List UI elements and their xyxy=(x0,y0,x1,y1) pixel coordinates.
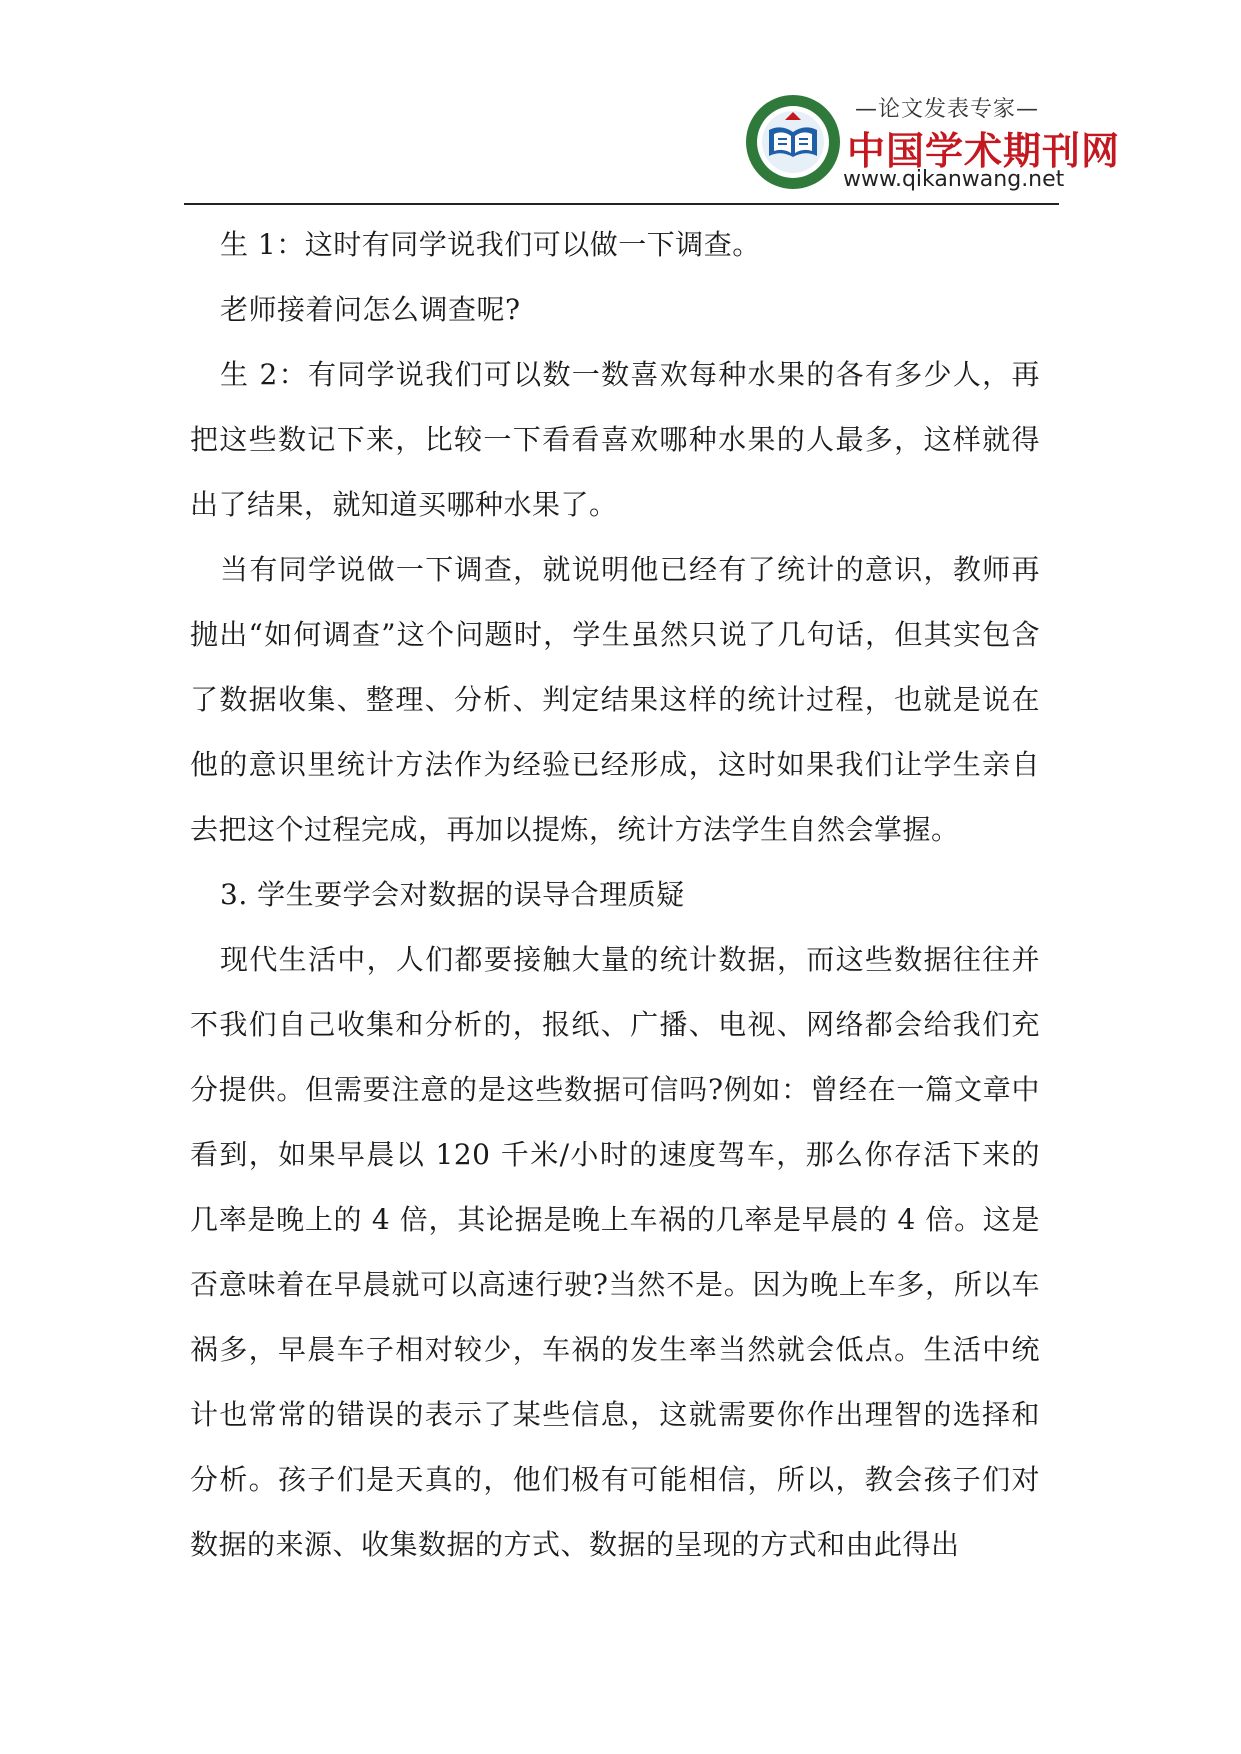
paragraph: 现代生活中，人们都要接触大量的统计数据，而这些数据往往并不我们自己收集和分析的，报纸、广播、电视、网络都会给我们充分提供。但需要注意的是这些数据可信吗?例如：曾经在一篇文章中看到，如果早晨以 120 千米/小时的速度驾车，那么你存活下来的几率是晚上的 4 倍，其论据是晚上车祸的几率是早晨的 4 倍。这是否意味着在早晨就可以高速行驶?当然不是。因为晚上车多，所以车祸多，早晨车子相对较少，车祸的发生率当然就会低点。生活中统计也常常的错误的表示了某些信息，这就需要你作出理智的选择和分析。孩子们是天真的，他们极有可能相信，所以，教会孩子们对数据的来源、收集数据的方式、数据的呈现的方式和由此得出 xyxy=(190,943,1040,1561)
site-logo xyxy=(743,90,1121,200)
section-heading: 3. 学生要学会对数据的误导合理质疑 xyxy=(220,878,685,911)
paragraph: 当有同学说做一下调查，就说明他已经有了统计的意识，教师再抛出“如何调查”这个问题时，学生虽然只说了几句话，但其实包含了数据收集、整理、分析、判定结果这样的统计过程，也就是说在他的意识里统计方法作为经验已经形成，这时如果我们让学生亲自去把这个过程完成，再加以提炼，统计方法学生自然会掌握。 xyxy=(190,553,1040,846)
header-divider xyxy=(184,203,1059,205)
page-header xyxy=(0,0,1241,205)
logo-tagline: —论文发表专家— xyxy=(855,97,1040,122)
paragraph: 老师接着问怎么调查呢? xyxy=(220,293,521,326)
paragraph: 生 1：这时有同学说我们可以做一下调查。 xyxy=(220,228,761,261)
paragraph: 生 2：有同学说我们可以数一数喜欢每种水果的各有多少人，再把这些数记下来，比较一下看看喜欢哪种水果的人最多，这样就得出了结果，就知道买哪种水果了。 xyxy=(190,358,1040,521)
logo-brand-name: 中国学术期刊网 xyxy=(847,129,1121,173)
document-body xyxy=(190,212,1040,1577)
book-seal-icon xyxy=(743,90,843,195)
logo-url: www.qikanwang.net xyxy=(843,167,1065,192)
